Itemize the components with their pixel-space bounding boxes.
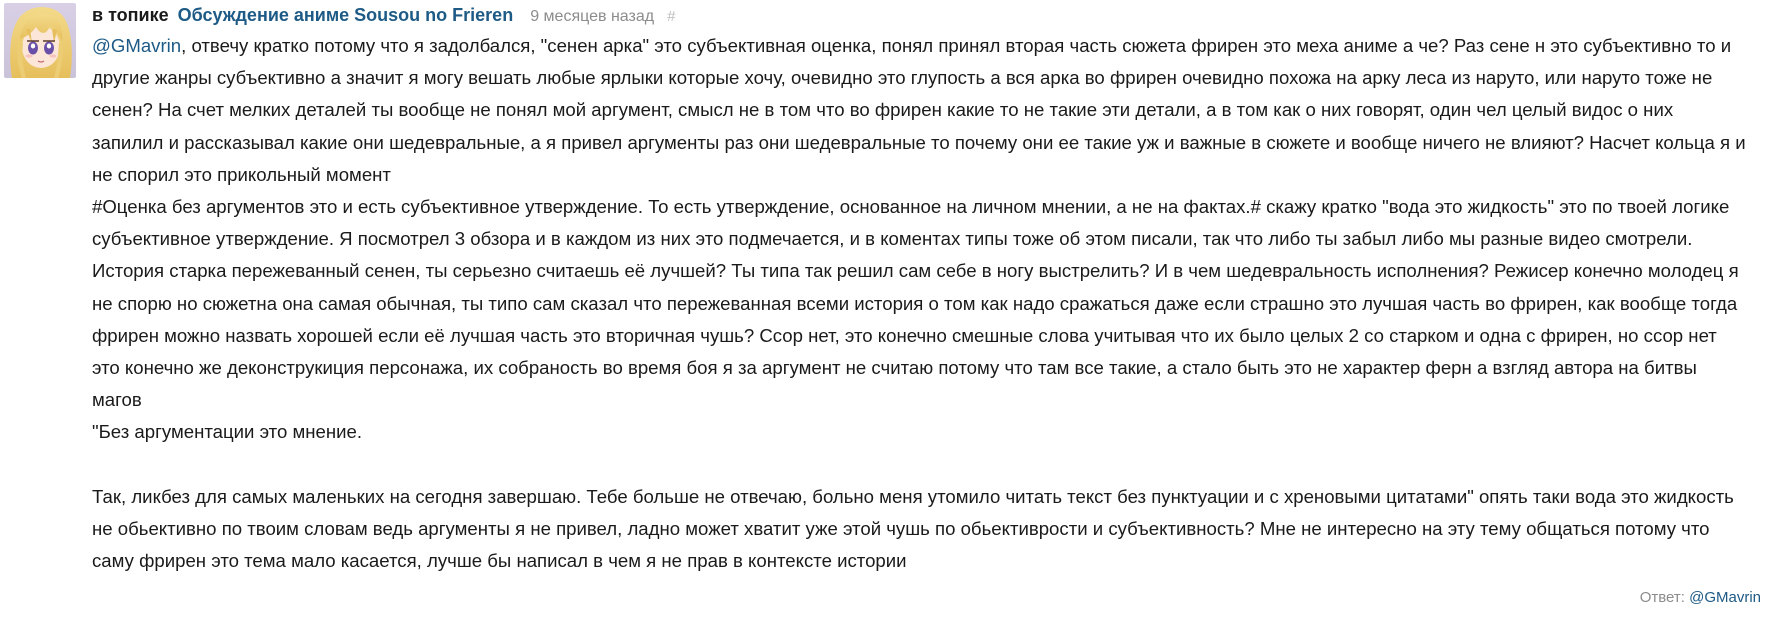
avatar[interactable] bbox=[4, 3, 76, 78]
timestamp[interactable]: 9 месяцев назад bbox=[530, 8, 655, 25]
paragraph-gap bbox=[92, 449, 1747, 481]
comment-header bbox=[92, 2, 675, 28]
comment-paragraph: Так, ликбез для самых маленьких на сегодня завершаю. Тебе больше не отвечаю, больно меня утомило читать текст без пунктуации и с хреновыми цитатами" опять таки вода это жидкость не обьективно по твоим словам ведь аргументы я не привел, ладно может хватит уже этой чушь по обьективрости и субъективность? Мне не интересно на эту тему общаться потому что саму фрирен это тема мало касается, лучше бы написал в чем я не прав в контексте истории bbox=[92, 485, 1734, 572]
comment-paragraph: "Без аргументации это мнение. bbox=[92, 421, 363, 443]
user-mention[interactable]: @GMavrin bbox=[92, 35, 182, 56]
comment-paragraph bbox=[92, 30, 1747, 191]
reply-info bbox=[1640, 589, 1761, 606]
comment-paragraph: #Оценка без аргументов это и есть субъективное утверждение. То есть утверждение, основанное на личном мнении, а не на фактах.# скажу кратко "вода это жидкость" это по твоей логике субъективное утверждение. Я посмотрел 3 обзора и в каждом из них это подмечается, и в коментах типы тоже об этом писали, так что либо ты забыл либо мы разные видео смотрели. История старка пережеванный сенен, ты серьезно считаешь её лучшей? Ты типа так решил сам себе в ногу выстрелить? И в чем шедевральность исполнения? Режисер конечно молодец я не спорю но сюжетна она самая обычная, ты типо сам сказал что пережеванная всеми история о том как надо сражаться даже если страшно это лучшая часть во фрирен, как вообще тогда фрирен можно назвать хорошей если её лучшая часть это вторичная чушь? Ссор нет, это конечно смешные слова учитывая что их было целых 2 со старком и одна с фрирен, но ссор нет это конечно же деконструкиция персонажа, их собраность во время боя я за аргумент не считаю потому что там все такие, а стало быть это не характер ферн а взгляд автора на битвы магов bbox=[92, 196, 1739, 411]
comment-body bbox=[92, 30, 1747, 577]
reply-label: Ответ: bbox=[1639, 589, 1685, 606]
reply-user-link[interactable]: @GMavrin bbox=[1689, 589, 1761, 606]
permalink-icon[interactable]: # bbox=[667, 8, 676, 25]
paragraph-text: , отвечу кратко потому что я задолбался, "сенен арка" это субъективная оценка, понял принял вторая часть сюжета фрирен это меха аниме а че? Раз сене н это субъективно то и другие жанры субъективно а значит я могу вешать любые ярлыки которые хочу, очевидно это глупость а вся арка во фрирен очевидно похожа на арку леса из наруто, или наруто тоже не сенен? На счет мелких деталей ты вообще не понял мой аргумент, смысл не в том что во фрирен какие то не такие эти детали, а в том как о них говорят, один чел целый видос о них запилил и рассказывал какие они шедевральные, а я привел аргументы раз они шедевральные то почему они ее такие уж и важные в сюжете и вообще ничего не влияют? Насчет кольца я и не спорил это прикольный момент bbox=[92, 35, 1746, 185]
avatar-image bbox=[4, 3, 76, 78]
topic-link[interactable]: Обсуждение аниме Sousou no Frieren bbox=[177, 5, 514, 25]
topic-prefix: в топике bbox=[92, 5, 169, 25]
